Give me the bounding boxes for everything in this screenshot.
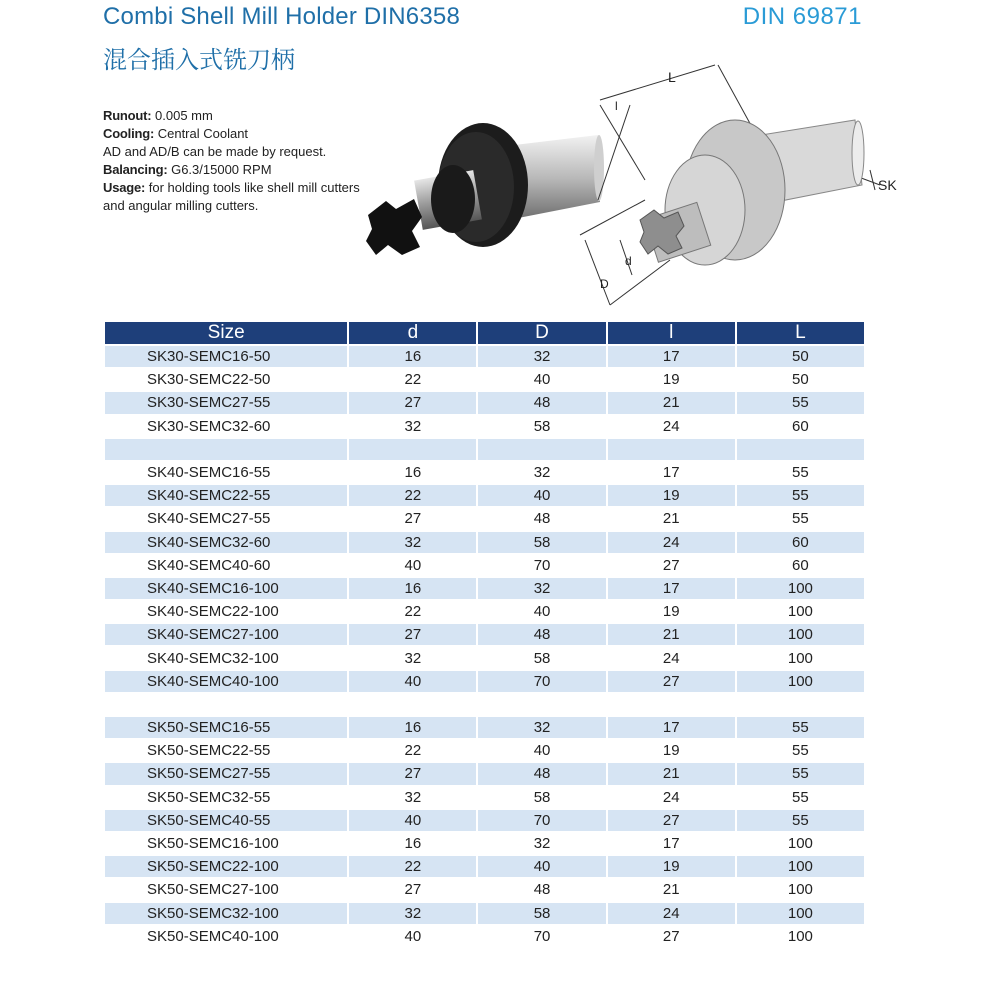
table-row bbox=[105, 903, 864, 924]
cell-L: 100 bbox=[737, 903, 864, 924]
cell-l: 17 bbox=[608, 462, 735, 483]
cell-l bbox=[608, 439, 735, 460]
table-row bbox=[105, 346, 864, 367]
cell-L: 55 bbox=[737, 717, 864, 738]
cell-l: 24 bbox=[608, 647, 735, 668]
cell-d: 16 bbox=[349, 717, 476, 738]
cell-L: 50 bbox=[737, 369, 864, 390]
cell-l: 19 bbox=[608, 740, 735, 761]
cell-l: 24 bbox=[608, 416, 735, 437]
page-title-chinese: 混合插入式铣刀柄 bbox=[103, 46, 295, 74]
cell-d: 27 bbox=[349, 624, 476, 645]
table-row bbox=[105, 416, 864, 437]
cell-d: 16 bbox=[349, 346, 476, 367]
cell-l: 24 bbox=[608, 787, 735, 808]
cell-L: 55 bbox=[737, 485, 864, 506]
dimension-label-d: d bbox=[625, 254, 632, 268]
table-row bbox=[105, 833, 864, 854]
spec-usage: Usage: for holding tools like shell mill cutters and angular milling cutters. bbox=[103, 180, 360, 213]
col-header-L: L bbox=[737, 322, 864, 344]
cell-d: 32 bbox=[349, 416, 476, 437]
cell-l bbox=[608, 694, 735, 715]
cell-l: 17 bbox=[608, 578, 735, 599]
cell-d: 40 bbox=[349, 555, 476, 576]
cell-D: 58 bbox=[478, 787, 605, 808]
cell-D: 40 bbox=[478, 485, 605, 506]
cell-size: SK40-SEMC32-60 bbox=[105, 532, 347, 553]
cell-L: 100 bbox=[737, 647, 864, 668]
spec-request-note: AD and AD/B can be made by request. bbox=[103, 144, 327, 159]
cell-L: 55 bbox=[737, 462, 864, 483]
cell-D: 40 bbox=[478, 740, 605, 761]
cell-d: 22 bbox=[349, 369, 476, 390]
cell-l: 21 bbox=[608, 508, 735, 529]
cell-D: 32 bbox=[478, 462, 605, 483]
table-row bbox=[105, 787, 864, 808]
cell-D: 58 bbox=[478, 903, 605, 924]
cell-L: 55 bbox=[737, 508, 864, 529]
table-row bbox=[105, 439, 864, 460]
cell-size: SK30-SEMC22-50 bbox=[105, 369, 347, 390]
cell-D: 48 bbox=[478, 879, 605, 900]
cell-size: SK40-SEMC22-55 bbox=[105, 485, 347, 506]
cell-d: 27 bbox=[349, 879, 476, 900]
table-row bbox=[105, 578, 864, 599]
col-header-D: D bbox=[478, 322, 605, 344]
spec-runout: Runout: 0.005 mm bbox=[103, 108, 213, 123]
cell-L: 55 bbox=[737, 763, 864, 784]
table-row bbox=[105, 694, 864, 715]
cell-L: 60 bbox=[737, 416, 864, 437]
cell-l: 19 bbox=[608, 369, 735, 390]
cell-D: 48 bbox=[478, 392, 605, 413]
spec-list bbox=[103, 107, 383, 215]
table-row bbox=[105, 810, 864, 831]
cell-size: SK30-SEMC32-60 bbox=[105, 416, 347, 437]
cell-D: 32 bbox=[478, 833, 605, 854]
cell-D: 48 bbox=[478, 624, 605, 645]
cell-d: 32 bbox=[349, 532, 476, 553]
cell-d: 16 bbox=[349, 833, 476, 854]
cell-size: SK50-SEMC22-100 bbox=[105, 856, 347, 877]
cell-size bbox=[105, 694, 347, 715]
cell-size bbox=[105, 439, 347, 460]
cell-D: 58 bbox=[478, 647, 605, 668]
cell-size: SK30-SEMC27-55 bbox=[105, 392, 347, 413]
cell-D: 40 bbox=[478, 369, 605, 390]
cell-l: 17 bbox=[608, 717, 735, 738]
table-row bbox=[105, 926, 864, 947]
cell-size: SK40-SEMC27-55 bbox=[105, 508, 347, 529]
cell-D: 48 bbox=[478, 508, 605, 529]
cell-l: 27 bbox=[608, 555, 735, 576]
cell-L: 100 bbox=[737, 601, 864, 622]
cell-l: 21 bbox=[608, 763, 735, 784]
cell-L: 60 bbox=[737, 555, 864, 576]
cell-size: SK50-SEMC32-100 bbox=[105, 903, 347, 924]
cell-L: 60 bbox=[737, 532, 864, 553]
cell-size: SK40-SEMC32-100 bbox=[105, 647, 347, 668]
cell-size: SK50-SEMC27-55 bbox=[105, 763, 347, 784]
taper-label-SK: SK bbox=[878, 177, 897, 193]
cell-l: 21 bbox=[608, 392, 735, 413]
cell-l: 17 bbox=[608, 833, 735, 854]
cell-l: 19 bbox=[608, 856, 735, 877]
table-row bbox=[105, 508, 864, 529]
cell-L: 100 bbox=[737, 624, 864, 645]
table-row bbox=[105, 763, 864, 784]
cell-D: 70 bbox=[478, 810, 605, 831]
table-row bbox=[105, 485, 864, 506]
table-row bbox=[105, 740, 864, 761]
cell-l: 21 bbox=[608, 624, 735, 645]
cell-L: 100 bbox=[737, 833, 864, 854]
cell-d: 27 bbox=[349, 508, 476, 529]
cell-d: 27 bbox=[349, 392, 476, 413]
cell-l: 24 bbox=[608, 532, 735, 553]
cell-size: SK40-SEMC40-100 bbox=[105, 671, 347, 692]
cell-size: SK50-SEMC40-100 bbox=[105, 926, 347, 947]
table-row bbox=[105, 462, 864, 483]
cell-size: SK40-SEMC27-100 bbox=[105, 624, 347, 645]
cell-size: SK50-SEMC27-100 bbox=[105, 879, 347, 900]
cell-size: SK50-SEMC22-55 bbox=[105, 740, 347, 761]
cell-d: 22 bbox=[349, 485, 476, 506]
cell-size: SK50-SEMC16-55 bbox=[105, 717, 347, 738]
cell-l: 27 bbox=[608, 926, 735, 947]
cell-D: 32 bbox=[478, 578, 605, 599]
cell-l: 19 bbox=[608, 601, 735, 622]
cell-d: 27 bbox=[349, 763, 476, 784]
cell-size: SK40-SEMC40-60 bbox=[105, 555, 347, 576]
col-header-size: Size bbox=[105, 322, 347, 344]
cell-d: 22 bbox=[349, 856, 476, 877]
cell-L bbox=[737, 439, 864, 460]
dimension-label-L: L bbox=[668, 69, 676, 85]
spec-table bbox=[103, 320, 866, 949]
cell-size: SK50-SEMC40-55 bbox=[105, 810, 347, 831]
cell-l: 17 bbox=[608, 346, 735, 367]
cell-size: SK50-SEMC16-100 bbox=[105, 833, 347, 854]
spec-balancing: Balancing: G6.3/15000 RPM bbox=[103, 162, 272, 177]
cell-D: 70 bbox=[478, 926, 605, 947]
table-row bbox=[105, 856, 864, 877]
table-row bbox=[105, 555, 864, 576]
cell-d: 40 bbox=[349, 926, 476, 947]
table-body bbox=[105, 346, 864, 947]
cell-D: 70 bbox=[478, 671, 605, 692]
table-row bbox=[105, 624, 864, 645]
cell-l: 21 bbox=[608, 879, 735, 900]
cell-d: 22 bbox=[349, 740, 476, 761]
table-row bbox=[105, 671, 864, 692]
cell-D: 58 bbox=[478, 532, 605, 553]
cell-size: SK50-SEMC32-55 bbox=[105, 787, 347, 808]
cell-L: 55 bbox=[737, 810, 864, 831]
table-row bbox=[105, 369, 864, 390]
cell-size: SK40-SEMC16-100 bbox=[105, 578, 347, 599]
cell-d bbox=[349, 694, 476, 715]
cell-D: 40 bbox=[478, 601, 605, 622]
table-row bbox=[105, 717, 864, 738]
cell-L: 100 bbox=[737, 578, 864, 599]
dimension-label-l: l bbox=[615, 99, 618, 113]
cell-D bbox=[478, 694, 605, 715]
cell-L: 50 bbox=[737, 346, 864, 367]
cell-L: 100 bbox=[737, 671, 864, 692]
table-header-row bbox=[105, 322, 864, 344]
table-row bbox=[105, 879, 864, 900]
cell-D: 58 bbox=[478, 416, 605, 437]
cell-D: 32 bbox=[478, 346, 605, 367]
table-row bbox=[105, 392, 864, 413]
cell-L: 100 bbox=[737, 879, 864, 900]
cell-D: 70 bbox=[478, 555, 605, 576]
cell-size: SK40-SEMC16-55 bbox=[105, 462, 347, 483]
cell-L: 100 bbox=[737, 926, 864, 947]
cell-l: 27 bbox=[608, 671, 735, 692]
col-header-l: l bbox=[608, 322, 735, 344]
cell-d: 16 bbox=[349, 578, 476, 599]
technical-drawing bbox=[570, 60, 910, 310]
cell-D: 40 bbox=[478, 856, 605, 877]
table-row bbox=[105, 532, 864, 553]
cell-l: 19 bbox=[608, 485, 735, 506]
spec-cooling: Cooling: Central Coolant bbox=[103, 126, 249, 141]
cell-size: SK30-SEMC16-50 bbox=[105, 346, 347, 367]
cell-D bbox=[478, 439, 605, 460]
cell-d: 40 bbox=[349, 671, 476, 692]
cell-d: 32 bbox=[349, 647, 476, 668]
cell-D: 48 bbox=[478, 763, 605, 784]
cell-L: 55 bbox=[737, 740, 864, 761]
din-standard-label: DIN 69871 bbox=[742, 3, 862, 30]
page-title: Combi Shell Mill Holder DIN6358 bbox=[103, 3, 461, 30]
cell-L bbox=[737, 694, 864, 715]
cell-d bbox=[349, 439, 476, 460]
cell-L: 55 bbox=[737, 787, 864, 808]
cell-d: 32 bbox=[349, 903, 476, 924]
cell-l: 24 bbox=[608, 903, 735, 924]
cell-L: 100 bbox=[737, 856, 864, 877]
dimension-label-D: D bbox=[600, 277, 609, 291]
cell-d: 32 bbox=[349, 787, 476, 808]
cell-d: 22 bbox=[349, 601, 476, 622]
cell-l: 27 bbox=[608, 810, 735, 831]
table-row bbox=[105, 601, 864, 622]
table-row bbox=[105, 647, 864, 668]
cell-d: 40 bbox=[349, 810, 476, 831]
cell-d: 16 bbox=[349, 462, 476, 483]
cell-size: SK40-SEMC22-100 bbox=[105, 601, 347, 622]
col-header-d: d bbox=[349, 322, 476, 344]
cell-D: 32 bbox=[478, 717, 605, 738]
cell-L: 55 bbox=[737, 392, 864, 413]
